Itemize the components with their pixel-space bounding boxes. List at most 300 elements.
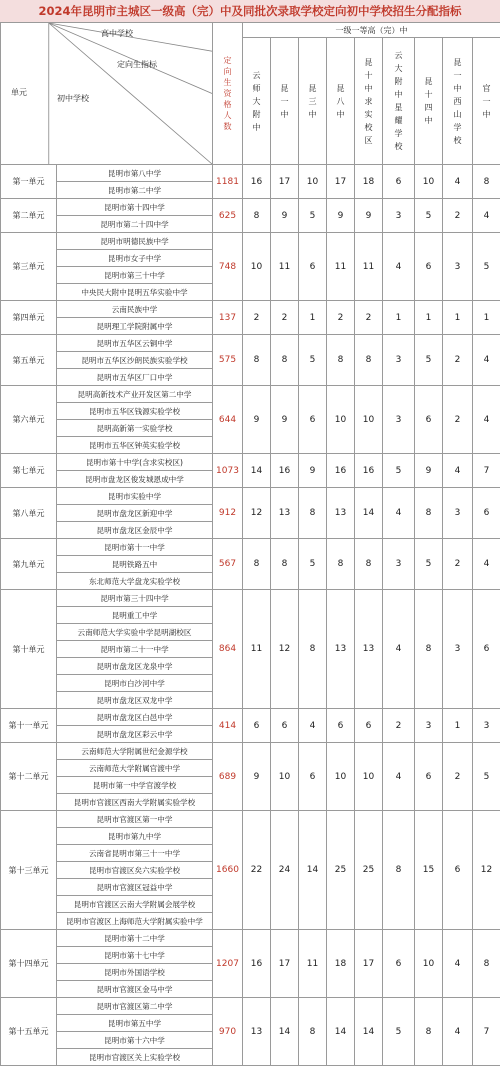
school-header-char: 云 [243,69,270,82]
middle-school-name: 昆明市第三十四中学 [57,590,213,607]
allocation-value: 1 [299,301,327,335]
allocation-value: 8 [299,590,327,709]
allocation-value: 3 [443,233,473,301]
table-row [1,811,500,828]
school-header-char: 一 [473,95,500,108]
school-header-char: 中 [443,82,472,95]
school-header-char: 校 [355,121,382,134]
unit-name: 第一单元 [1,165,57,199]
middle-school-name: 昆明高新第一实验学校 [57,420,213,437]
quota-table [0,22,500,1066]
middle-school-name: 昆明市盘龙区白邑中学 [57,709,213,726]
unit-name: 第七单元 [1,454,57,488]
table-row [1,709,500,726]
allocation-value: 8 [243,335,271,386]
allocation-value: 5 [473,743,500,811]
unit-name: 第十五单元 [1,998,57,1066]
allocation-value: 16 [355,454,383,488]
allocation-value: 8 [327,539,355,590]
document-title: 2024年昆明市主城区一级高（完）中及同批次录取学校定向初中学校招生分配指标 [0,0,500,23]
quota-header-char: 人 [213,110,242,121]
allocation-value: 10 [299,165,327,199]
middle-school-name: 昆明市白沙河中学 [57,675,213,692]
middle-school-name: 昆明市官渡区第一中学 [57,811,213,828]
middle-school-name: 昆明市第八中学 [57,165,213,182]
middle-school-name: 中央民大附中昆明五华实验中学 [57,284,213,301]
unit-name: 第十四单元 [1,930,57,998]
allocation-value: 8 [243,539,271,590]
middle-school-name: 昆明市盘龙区双龙中学 [57,692,213,709]
middle-school-name: 昆明市第十二中学 [57,930,213,947]
school-header-char: 学 [443,121,472,134]
middle-school-name: 昆明市盘龙区金辰中学 [57,522,213,539]
school-header-char: 附 [243,108,270,121]
school-header-char: 大 [243,95,270,108]
quota-count: 1660 [213,811,243,930]
allocation-value: 10 [271,743,299,811]
allocation-value: 6 [243,709,271,743]
middle-school-name: 昆明市官渡区第二中学 [57,998,213,1015]
school-header-char: 十 [415,88,442,101]
unit-name: 第十二单元 [1,743,57,811]
allocation-value: 8 [271,335,299,386]
school-header-2 [299,38,327,165]
quota-count: 575 [213,335,243,386]
middle-school-name: 昆明市官渡区云南大学附属会展学校 [57,896,213,913]
school-header-5 [383,38,415,165]
allocation-value: 8 [243,199,271,233]
allocation-value: 6 [415,743,443,811]
middle-school-name: 昆明市第九中学 [57,828,213,845]
allocation-value: 5 [299,199,327,233]
allocation-value: 25 [327,811,355,930]
school-header-char: 区 [355,134,382,147]
allocation-value: 24 [271,811,299,930]
allocation-value: 4 [299,709,327,743]
quota-count: 567 [213,539,243,590]
allocation-value: 4 [473,335,500,386]
unit-name: 第六单元 [1,386,57,454]
allocation-value: 1 [443,301,473,335]
middle-school-name: 昆明市明德民族中学 [57,233,213,250]
allocation-value: 16 [327,454,355,488]
middle-school-name: 云南省昆明市第三十一中学 [57,845,213,862]
allocation-value: 9 [327,199,355,233]
allocation-value: 4 [473,386,500,454]
allocation-value: 4 [443,998,473,1066]
school-header-7 [443,38,473,165]
allocation-value: 11 [271,233,299,301]
school-header-char: 求 [355,95,382,108]
quota-count: 625 [213,199,243,233]
middle-school-name: 昆明市盘龙区俊发城恩成中学 [57,471,213,488]
table-row [1,590,500,607]
allocation-value: 4 [473,199,500,233]
allocation-value: 6 [473,590,500,709]
school-header-char: 中 [243,121,270,134]
allocation-value: 10 [327,386,355,454]
allocation-value: 5 [383,454,415,488]
allocation-value: 12 [243,488,271,539]
allocation-value: 6 [383,165,415,199]
allocation-value: 8 [383,811,415,930]
middle-school-name: 昆明市官渡区矣六实验学校 [57,862,213,879]
allocation-value: 8 [415,590,443,709]
school-header-char: 昆 [299,82,326,95]
allocation-value: 4 [443,930,473,998]
school-header-char: 昆 [327,82,354,95]
allocation-value: 16 [243,165,271,199]
school-header-6 [415,38,443,165]
school-header-char: 十 [355,69,382,82]
allocation-value: 8 [415,998,443,1066]
quota-header-char: 定 [213,55,242,66]
allocation-value: 8 [299,488,327,539]
allocation-value: 16 [243,930,271,998]
school-header-char: 师 [243,82,270,95]
school-header-char: 昆 [415,75,442,88]
allocation-value: 12 [473,811,500,930]
quota-header-char: 向 [213,66,242,77]
school-header-char: 校 [383,140,414,153]
allocation-value: 7 [473,454,500,488]
allocation-value: 6 [383,930,415,998]
allocation-value: 1 [383,301,415,335]
school-header-1 [271,38,299,165]
allocation-value: 3 [383,539,415,590]
quota-count: 689 [213,743,243,811]
quota-count: 1073 [213,454,243,488]
unit-name: 第九单元 [1,539,57,590]
unit-name: 第二单元 [1,199,57,233]
allocation-value: 10 [415,930,443,998]
allocation-value: 22 [243,811,271,930]
middle-school-name: 昆明市第十六中学 [57,1032,213,1049]
table-row [1,165,500,182]
table-row [1,301,500,318]
school-header-char: 学 [383,127,414,140]
middle-school-name: 昆明市第十一中学 [57,539,213,556]
allocation-value: 7 [473,998,500,1066]
allocation-value: 5 [299,335,327,386]
school-header-char: 昆 [355,56,382,69]
school-header-char: 实 [355,108,382,121]
allocation-value: 5 [415,199,443,233]
middle-school-name: 昆明市五华区云铜中学 [57,335,213,352]
school-header-char: 大 [383,62,414,75]
allocation-value: 17 [355,930,383,998]
school-header-char: 中 [299,108,326,121]
allocation-value: 18 [327,930,355,998]
diagonal-header-cell [1,23,213,165]
school-header-0 [243,38,271,165]
table-row [1,998,500,1015]
middle-school-name: 东北师范大学盘龙实验学校 [57,573,213,590]
allocation-value: 6 [443,811,473,930]
allocation-value: 6 [415,386,443,454]
school-header-char: 官 [473,82,500,95]
middle-school-name: 昆明市第二中学 [57,182,213,199]
allocation-value: 11 [299,930,327,998]
quota-header-char: 数 [213,121,242,132]
allocation-value: 6 [327,709,355,743]
middle-school-name: 昆明市五华区钱源实验学校 [57,403,213,420]
table-row [1,233,500,250]
allocation-value: 4 [383,488,415,539]
allocation-value: 1 [443,709,473,743]
quota-count: 137 [213,301,243,335]
middle-school-name: 昆明铁路五中 [57,556,213,573]
allocation-value: 11 [327,233,355,301]
allocation-value: 2 [383,709,415,743]
allocation-value: 13 [327,488,355,539]
allocation-value: 2 [443,199,473,233]
school-header-char: 中 [271,108,298,121]
allocation-value: 15 [415,811,443,930]
allocation-value: 2 [443,539,473,590]
allocation-value: 3 [443,590,473,709]
school-header-char: 云 [383,49,414,62]
table-row [1,488,500,505]
middle-school-name: 云南师范大学附属官渡中学 [57,760,213,777]
middle-school-name: 昆明理工学院附属中学 [57,318,213,335]
unit-name: 第十单元 [1,590,57,709]
allocation-value: 14 [299,811,327,930]
allocation-value: 9 [243,386,271,454]
middle-school-name: 昆明市盘龙区彩云中学 [57,726,213,743]
quota-count: 970 [213,998,243,1066]
quota-count: 644 [213,386,243,454]
allocation-value: 3 [383,199,415,233]
allocation-value: 8 [355,335,383,386]
quota-header-char: 资 [213,88,242,99]
high-school-label: 高中学校 [101,28,133,39]
allocation-value: 12 [271,590,299,709]
allocation-value: 5 [299,539,327,590]
unit-name: 第三单元 [1,233,57,301]
allocation-value: 14 [355,488,383,539]
quota-count: 864 [213,590,243,709]
allocation-value: 6 [415,233,443,301]
allocation-value: 4 [443,165,473,199]
allocation-value: 9 [243,743,271,811]
allocation-value: 4 [473,539,500,590]
allocation-value: 9 [355,199,383,233]
school-header-char: 四 [415,101,442,114]
allocation-value: 9 [271,386,299,454]
unit-name: 第十一单元 [1,709,57,743]
allocation-value: 14 [355,998,383,1066]
school-header-char: 山 [443,108,472,121]
allocation-value: 13 [243,998,271,1066]
school-header-char: 三 [299,95,326,108]
middle-school-name: 昆明市第十七中学 [57,947,213,964]
allocation-value: 1 [473,301,500,335]
middle-school-name: 昆明市第二十一中学 [57,641,213,658]
allocation-value: 2 [327,301,355,335]
allocation-value: 9 [299,454,327,488]
allocation-value: 13 [271,488,299,539]
school-header-char: 昆 [443,56,472,69]
allocation-value: 4 [443,454,473,488]
allocation-value: 8 [327,335,355,386]
allocation-value: 16 [271,454,299,488]
school-header-char: 附 [383,75,414,88]
school-header-char: 校 [443,134,472,147]
school-header-char: 中 [327,108,354,121]
allocation-value: 13 [355,590,383,709]
allocation-value: 25 [355,811,383,930]
allocation-value: 2 [243,301,271,335]
allocation-value: 10 [355,386,383,454]
allocation-value: 11 [243,590,271,709]
allocation-value: 18 [355,165,383,199]
school-header-char: 八 [327,95,354,108]
middle-school-name: 昆明市实验中学 [57,488,213,505]
school-header-char: 星 [383,101,414,114]
school-header-char: 中 [473,108,500,121]
middle-school-name: 昆明市官渡区冠益中学 [57,879,213,896]
middle-school-name: 昆明市盘龙区新迎中学 [57,505,213,522]
allocation-value: 6 [299,743,327,811]
middle-school-name: 云南师范大学附属世纪金源学校 [57,743,213,760]
allocation-value: 13 [327,590,355,709]
middle-school-name: 昆明市官渡区金马中学 [57,981,213,998]
allocation-value: 17 [271,930,299,998]
school-header-char: 中 [415,114,442,127]
allocation-value: 8 [473,165,500,199]
quota-count: 1181 [213,165,243,199]
unit-name: 第十三单元 [1,811,57,930]
allocation-value: 10 [243,233,271,301]
allocation-value: 4 [383,590,415,709]
allocation-value: 3 [443,488,473,539]
allocation-value: 14 [327,998,355,1066]
allocation-value: 5 [415,539,443,590]
allocation-value: 8 [355,539,383,590]
middle-school-name: 云南师范大学实验中学昆明湖校区 [57,624,213,641]
school-header-char: 耀 [383,114,414,127]
allocation-value: 6 [271,709,299,743]
middle-school-name: 昆明市外国语学校 [57,964,213,981]
quota-count: 414 [213,709,243,743]
allocation-value: 6 [473,488,500,539]
school-group-header: 一级一等高（完）中 [243,23,500,38]
middle-school-name: 昆明市官渡区西南大学附属实验学校 [57,794,213,811]
table-row [1,743,500,760]
allocation-value: 11 [355,233,383,301]
middle-school-name: 昆明市第二十四中学 [57,216,213,233]
allocation-value: 17 [327,165,355,199]
school-header-char: 一 [271,95,298,108]
allocation-value: 2 [355,301,383,335]
allocation-value: 2 [443,743,473,811]
allocation-value: 2 [443,335,473,386]
allocation-value: 6 [299,386,327,454]
allocation-value: 4 [383,233,415,301]
allocation-value: 3 [383,386,415,454]
quota-count: 1207 [213,930,243,998]
allocation-value: 2 [271,301,299,335]
quota-indicator-label: 定向生指标 [117,59,157,70]
allocation-value: 5 [473,233,500,301]
allocation-value: 4 [383,743,415,811]
allocation-value: 3 [383,335,415,386]
quota-column-header [213,23,243,165]
allocation-value: 10 [355,743,383,811]
school-header-char: 中 [383,88,414,101]
allocation-value: 5 [415,335,443,386]
table-row [1,539,500,556]
table-row [1,335,500,352]
allocation-value: 1 [415,301,443,335]
quota-count: 748 [213,233,243,301]
allocation-value: 8 [299,998,327,1066]
school-header-char: 一 [443,69,472,82]
table-row [1,386,500,403]
table-row [1,454,500,471]
middle-school-name: 昆明市女子中学 [57,250,213,267]
middle-school-label: 初中学校 [57,93,89,104]
allocation-value: 3 [473,709,500,743]
allocation-value: 6 [299,233,327,301]
unit-name: 第八单元 [1,488,57,539]
allocation-value: 17 [271,165,299,199]
middle-school-name: 昆明市盘龙区龙泉中学 [57,658,213,675]
school-header-char: 西 [443,95,472,108]
unit-label: 单元 [11,87,27,98]
middle-school-name: 昆明市官渡区上海师范大学附属实验中学 [57,913,213,930]
allocation-value: 6 [355,709,383,743]
allocation-value: 14 [271,998,299,1066]
school-header-4 [355,38,383,165]
allocation-value: 2 [443,386,473,454]
allocation-value: 10 [415,165,443,199]
school-header-char: 中 [355,82,382,95]
allocation-value: 3 [415,709,443,743]
table-row [1,930,500,947]
middle-school-name: 昆明市第三十中学 [57,267,213,284]
middle-school-name: 昆明市第一中学官渡学校 [57,777,213,794]
middle-school-name: 昆明市五华区沙朗民族实验学校 [57,352,213,369]
school-header-3 [327,38,355,165]
allocation-value: 8 [271,539,299,590]
allocation-value: 10 [327,743,355,811]
allocation-value: 9 [271,199,299,233]
allocation-value: 8 [473,930,500,998]
middle-school-name: 昆明高新技术产业开发区第二中学 [57,386,213,403]
middle-school-name: 昆明市五华区厂口中学 [57,369,213,386]
middle-school-name: 云南民族中学 [57,301,213,318]
quota-count: 912 [213,488,243,539]
middle-school-name: 昆明市第五中学 [57,1015,213,1032]
middle-school-name: 昆明市第十四中学 [57,199,213,216]
quota-header-char: 格 [213,99,242,110]
unit-name: 第五单元 [1,335,57,386]
middle-school-name: 昆明重工中学 [57,607,213,624]
unit-name: 第四单元 [1,301,57,335]
allocation-value: 5 [383,998,415,1066]
allocation-value: 8 [415,488,443,539]
quota-header-char: 生 [213,77,242,88]
table-row [1,199,500,216]
allocation-value: 9 [415,454,443,488]
school-header-8 [473,38,500,165]
middle-school-name: 昆明市官渡区关上实验学校 [57,1049,213,1066]
allocation-value: 14 [243,454,271,488]
school-header-char: 昆 [271,82,298,95]
middle-school-name: 昆明市五华区钟英实验学校 [57,437,213,454]
